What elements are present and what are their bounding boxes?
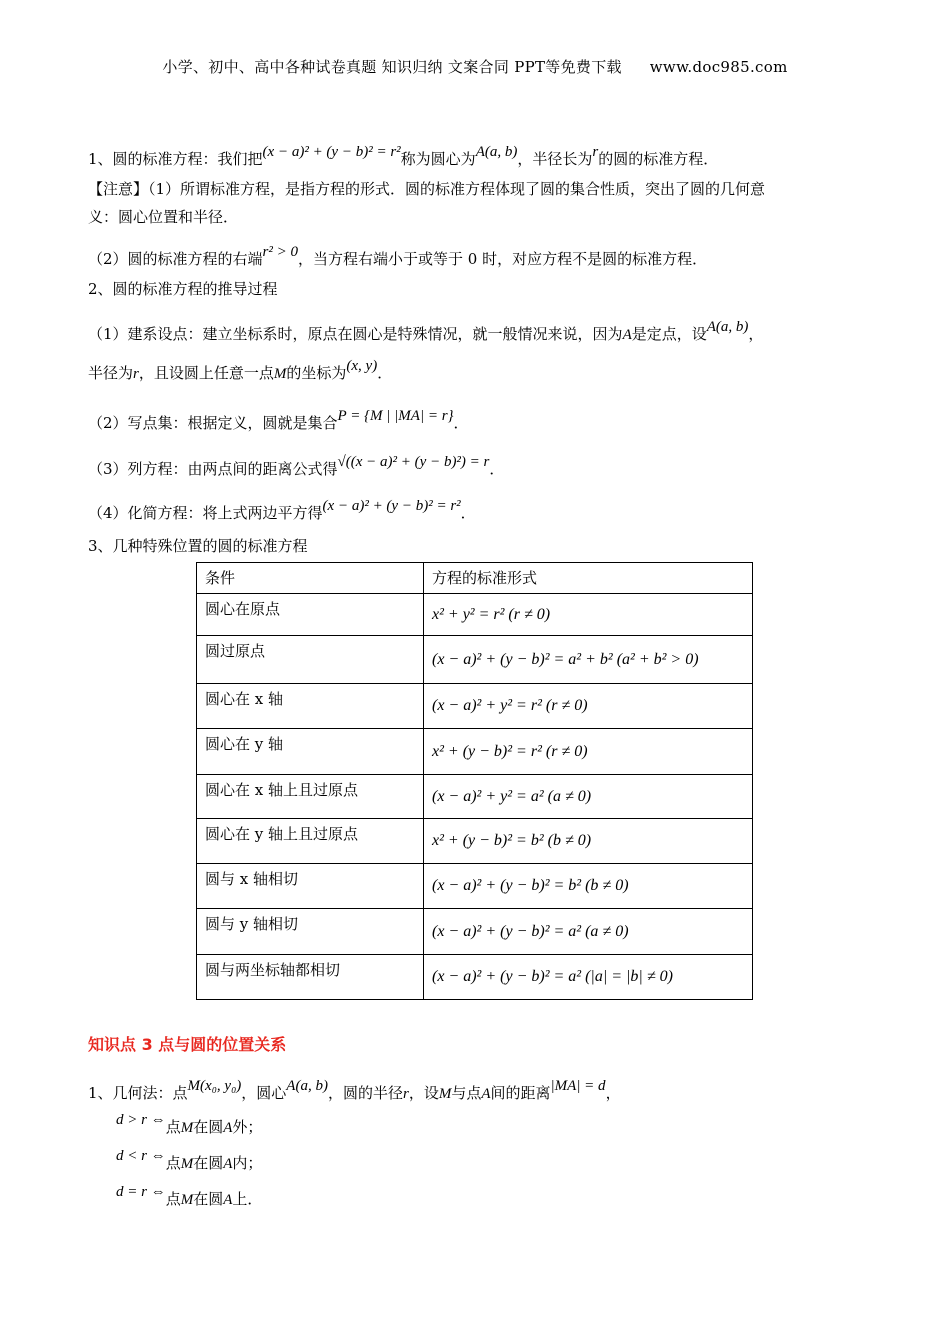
text: （2）写点集：根据定义，圆就是集合 (88, 414, 338, 432)
point-a: A (622, 327, 632, 343)
text: ， (748, 325, 764, 343)
derivation-title (88, 278, 278, 300)
text: ． (460, 504, 476, 522)
text: ，当方程右端小于或等于 0 时，对应方程不是圆的标准方程． (298, 250, 708, 268)
text: ，圆的半径 (327, 1084, 403, 1102)
text: 的坐标为 (286, 364, 347, 382)
case-on (116, 1184, 263, 1211)
text: 称为圆心为 (400, 150, 476, 168)
text: ． (489, 460, 505, 478)
point-a: A (223, 1156, 233, 1172)
radius-symbol: r (402, 1086, 409, 1102)
table-row (197, 636, 753, 684)
circle-equation: (x − a)² + (y − b)² = r² (262, 144, 401, 160)
header-site-link[interactable]: www.doc985.com (649, 58, 788, 76)
equation-cell: (x − a)² + y² = a² (a ≠ 0) (424, 775, 753, 819)
text: 2、圆的标准方程的推导过程 (88, 280, 278, 298)
radius-positive: r² > 0 (262, 244, 299, 260)
text: （4）化简方程：将上式两边平方得 (88, 504, 323, 522)
text: ，且设圆上任意一点 (138, 364, 274, 382)
coordinates: (x, y) (346, 358, 378, 374)
condition-cell: 圆与 y 轴相切 (197, 909, 424, 955)
geometric-method (88, 1078, 621, 1105)
special-positions-title (88, 535, 308, 557)
text: 【注意】（1）所谓标准方程，是指方程的形式．圆的标准方程体现了圆的集合性质，突出了圆的几何意 (88, 180, 766, 198)
center-point: A(a, b) (475, 144, 518, 160)
header-condition: 条件 (197, 563, 424, 594)
text: 3、几种特殊位置的圆的标准方程 (88, 537, 308, 555)
condition-cell: 圆与两坐标轴都相切 (197, 955, 424, 1000)
equation-cell: x² + y² = r² (r ≠ 0) (424, 594, 753, 636)
text: 是定点，设 (631, 325, 707, 343)
condition-cell: 圆心在原点 (197, 594, 424, 636)
note-line-2 (88, 206, 238, 228)
condition-cell: 圆心在 x 轴 (197, 684, 424, 729)
case-inside (116, 1148, 263, 1175)
point-m: M (438, 1086, 452, 1102)
point-m: M (180, 1156, 194, 1172)
text: ，圆心 (241, 1084, 287, 1102)
table-row (197, 819, 753, 864)
text: 义：圆心位置和半径． (88, 208, 239, 226)
standard-equation-paragraph (88, 144, 719, 171)
table-header-row (197, 563, 753, 594)
equation-cell: (x − a)² + (y − b)² = a² (a ≠ 0) (424, 909, 753, 955)
condition-cell: 圆心在 x 轴上且过原点 (197, 775, 424, 819)
step-1-line-1 (88, 319, 764, 346)
text: （3）列方程：由两点间的距离公式得 (88, 460, 338, 478)
distance-md: |MA| = d (550, 1078, 606, 1094)
table-row (197, 594, 753, 636)
point-m: M (273, 366, 287, 382)
equation-cell: (x − a)² + (y − b)² = a² + b² (a² + b² > 0) (424, 636, 753, 684)
text: （1）建系设点：建立坐标系时，原点在圆心是特殊情况，就一般情况来说，因为 (88, 325, 623, 343)
text: ，半径长为 (517, 150, 593, 168)
text: 外； (232, 1118, 263, 1136)
table-row (197, 684, 753, 729)
center-point: A(a, b) (286, 1078, 328, 1094)
equation-cell: (x − a)² + y² = r² (r ≠ 0) (424, 684, 753, 729)
case-outside (116, 1112, 263, 1139)
radius-symbol: r (133, 366, 139, 382)
relation: d < r ⇔ (116, 1148, 166, 1164)
point-m: M (180, 1120, 194, 1136)
text: 在圆 (193, 1190, 224, 1208)
note-2 (88, 244, 708, 271)
text: 内； (232, 1154, 263, 1172)
table-row (197, 729, 753, 775)
point-m: M (180, 1192, 194, 1208)
text: 1、几何法：点 (88, 1084, 188, 1102)
text: （2）圆的标准方程的右端 (88, 250, 263, 268)
text: 点 (165, 1118, 181, 1136)
point-m-coordinates: M(x₀, y₀) (187, 1078, 242, 1094)
special-circle-table (196, 562, 753, 1000)
equation-cell: x² + (y − b)² = b² (b ≠ 0) (424, 819, 753, 864)
condition-cell: 圆心在 y 轴 (197, 729, 424, 775)
table-row (197, 909, 753, 955)
page-header (0, 56, 950, 77)
text: 半径为 (88, 364, 134, 382)
text: 的圆的标准方程． (598, 150, 719, 168)
point-a: A (223, 1192, 233, 1208)
squared-equation: (x − a)² + (y − b)² = r² (322, 498, 461, 514)
equation-cell: (x − a)² + (y − b)² = b² (b ≠ 0) (424, 864, 753, 909)
text: 间的距离 (490, 1084, 551, 1102)
condition-cell: 圆过原点 (197, 636, 424, 684)
text: 点 (165, 1190, 181, 1208)
step-3 (88, 454, 505, 481)
step-2 (88, 408, 469, 435)
knowledge-point-3-title: 知识点 3 点与圆的位置关系 (88, 1035, 287, 1054)
relation: d > r ⇔ (116, 1112, 166, 1128)
header-equation: 方程的标准形式 (424, 563, 753, 594)
text: ． (377, 364, 393, 382)
text: 与点 (451, 1084, 482, 1102)
condition-cell: 圆心在 y 轴上且过原点 (197, 819, 424, 864)
distance-formula: √((x − a)² + (y − b)²) = r (337, 454, 490, 470)
step-1-line-2 (88, 358, 393, 385)
point-a: A (223, 1120, 233, 1136)
point-a: A (481, 1086, 491, 1102)
condition-cell: 圆与 x 轴相切 (197, 864, 424, 909)
center-point: A(a, b) (706, 319, 749, 335)
radius-symbol: r (592, 144, 599, 160)
step-4 (88, 498, 476, 525)
text: 在圆 (193, 1118, 224, 1136)
note-line-1 (88, 178, 765, 200)
text: ， (605, 1084, 621, 1102)
text: ，设 (408, 1084, 439, 1102)
equation-cell: (x − a)² + (y − b)² = a² (|a| = |b| ≠ 0) (424, 955, 753, 1000)
text: 点 (165, 1154, 181, 1172)
equation-cell: x² + (y − b)² = r² (r ≠ 0) (424, 729, 753, 775)
text: 在圆 (193, 1154, 224, 1172)
text: 上． (232, 1190, 263, 1208)
text: ． (453, 414, 469, 432)
table-row (197, 775, 753, 819)
text: 1、圆的标准方程：我们把 (88, 150, 263, 168)
table-row (197, 955, 753, 1000)
header-text: 小学、初中、高中各种试卷真题 知识归纳 文案合同 PPT等免费下载 (162, 58, 622, 76)
point-set: P = {M | |MA| = r} (337, 408, 454, 424)
relation: d = r ⇔ (116, 1184, 166, 1200)
table-row (197, 864, 753, 909)
